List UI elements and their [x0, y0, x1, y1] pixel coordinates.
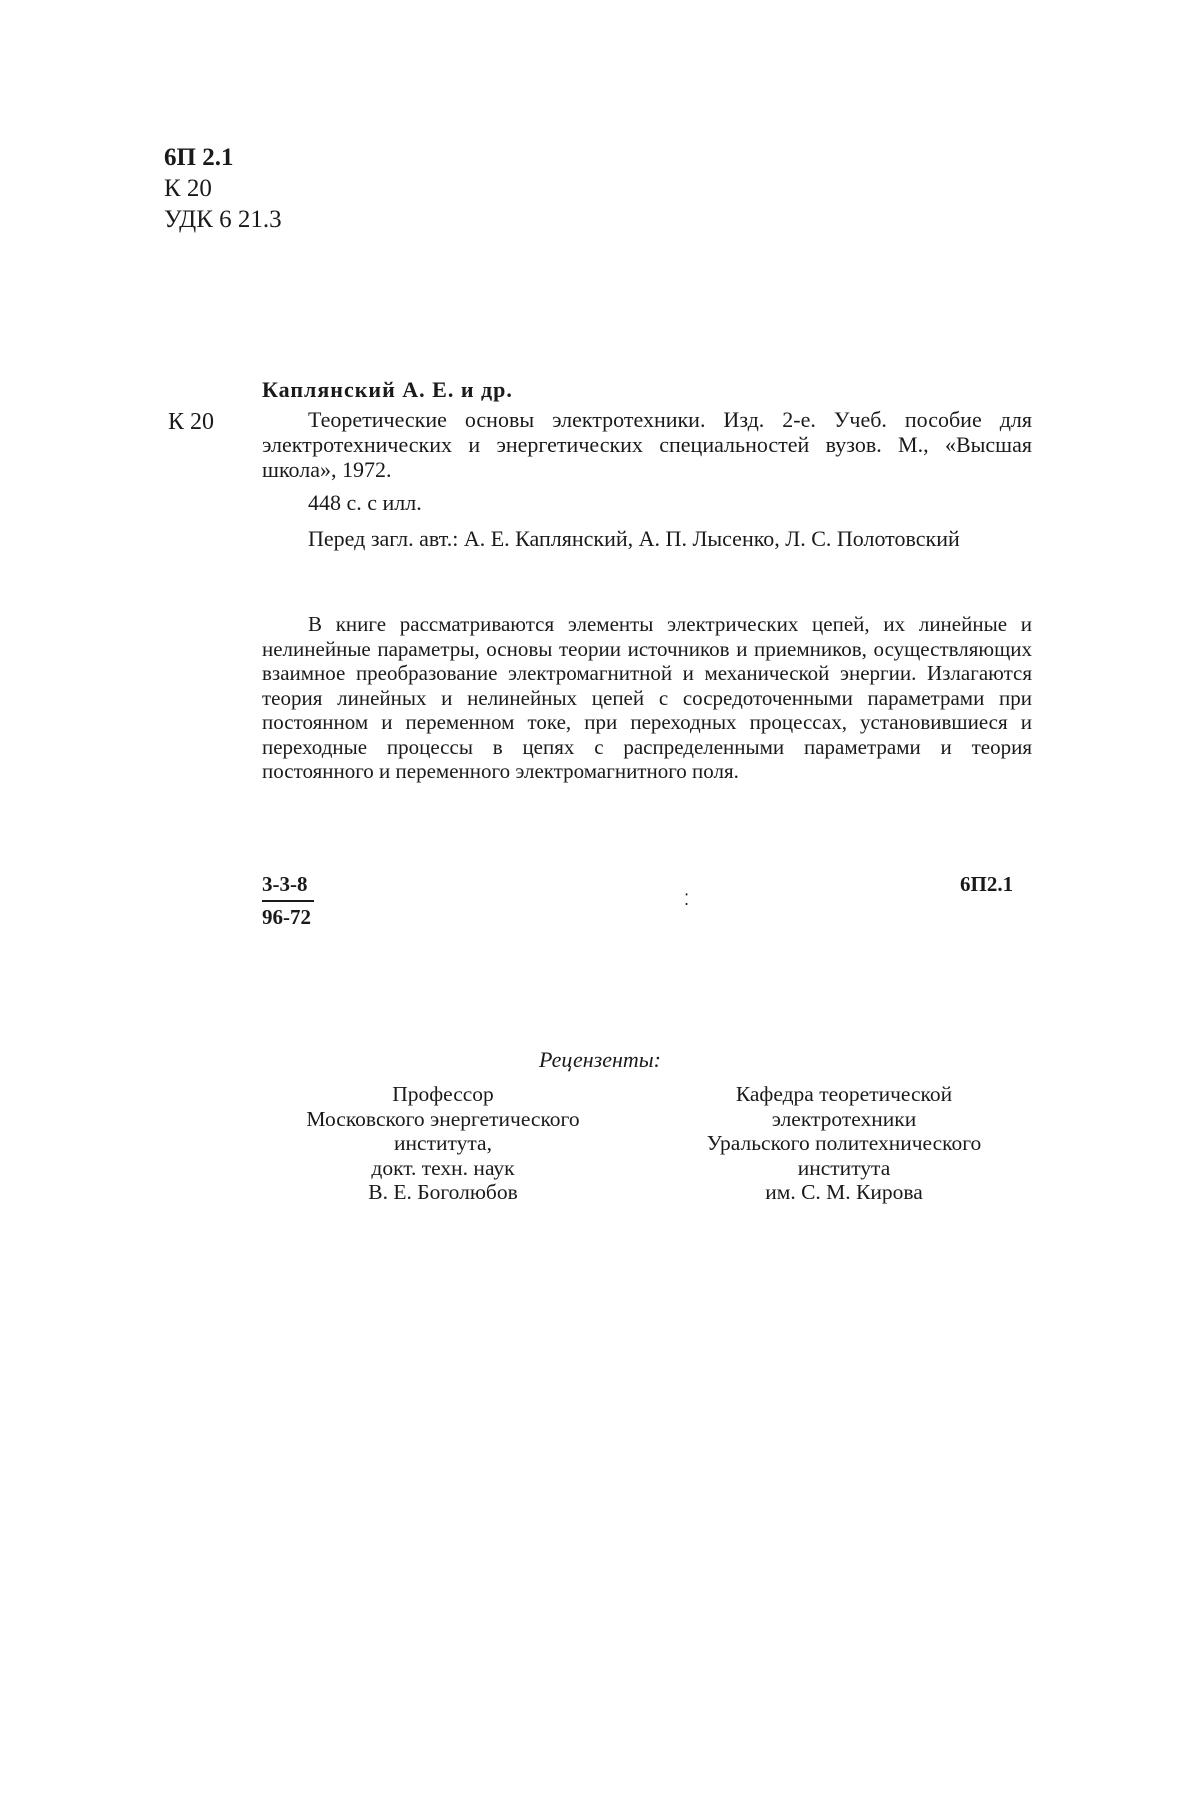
page-count: 448 с. с илл.	[308, 490, 422, 515]
bibliographic-description: Теоретические основы электротехники. Изд. 2-е. Учеб. пособие для электротехнических и энергетических специальностей вузов. М., «Высшая школа», 1972.	[262, 407, 1032, 482]
class-code-top: 3-3-8	[262, 872, 308, 896]
reviewer-right	[644, 1082, 1044, 1205]
reviewer-left-line: В. Е. Боголюбов	[368, 1180, 518, 1204]
reviewer-left-line: Профессор	[392, 1082, 494, 1106]
reviewer-left-line: Московского энергетического	[306, 1106, 580, 1131]
reviewer-right-line: института	[797, 1155, 891, 1180]
bbk-code: 6П 2.1	[164, 144, 234, 171]
class-code-bottom: 96-72	[262, 905, 311, 929]
reviewer-right-line: электротехники	[771, 1106, 917, 1131]
card-mark: К 20	[168, 409, 215, 435]
reviewer-right-line: Кафедра теоретической	[735, 1082, 953, 1106]
reviewers-heading: Рецензенты:	[538, 1047, 661, 1072]
author-sign-code: К 20	[164, 175, 212, 202]
index-codes	[164, 142, 282, 235]
reviewer-left-line: института,	[394, 1131, 492, 1155]
reviewer-right-line: Уральского политехнического	[706, 1131, 982, 1155]
reviewer-right-line: им. С. М. Кирова	[765, 1180, 923, 1204]
author-line: Каплянский А. Е. и др.	[262, 377, 513, 402]
reviewer-left-line: докт. техн. наук	[371, 1155, 515, 1180]
reviewer-left	[243, 1082, 643, 1205]
print-mark: ⁚	[684, 892, 690, 909]
author-credits: Перед загл. авт.: А. Е. Каплянский, А. П. Лысенко, Л. С. Полотовский	[308, 526, 960, 551]
class-code-divider	[262, 900, 314, 902]
annotation-text: В книге рассматриваются элементы электрических цепей, их линейные и нелинейные параметры, основы теории источников и приемников, осуществляющих взаимное преобразование электромагнитной и механической энергии. Излагаются теория линейных и нелинейных цепей с сосредоточенными параметрами при постоянном и переменном токе, при переходных процессах, установившиеся и переходные процессы в цепях с распределенными параметрами и теория постоянного и переменного электромагнитного поля.	[262, 612, 1032, 783]
udc-code: УДК 6 21.3	[164, 206, 282, 233]
class-code-right: 6П2.1	[960, 872, 1014, 896]
